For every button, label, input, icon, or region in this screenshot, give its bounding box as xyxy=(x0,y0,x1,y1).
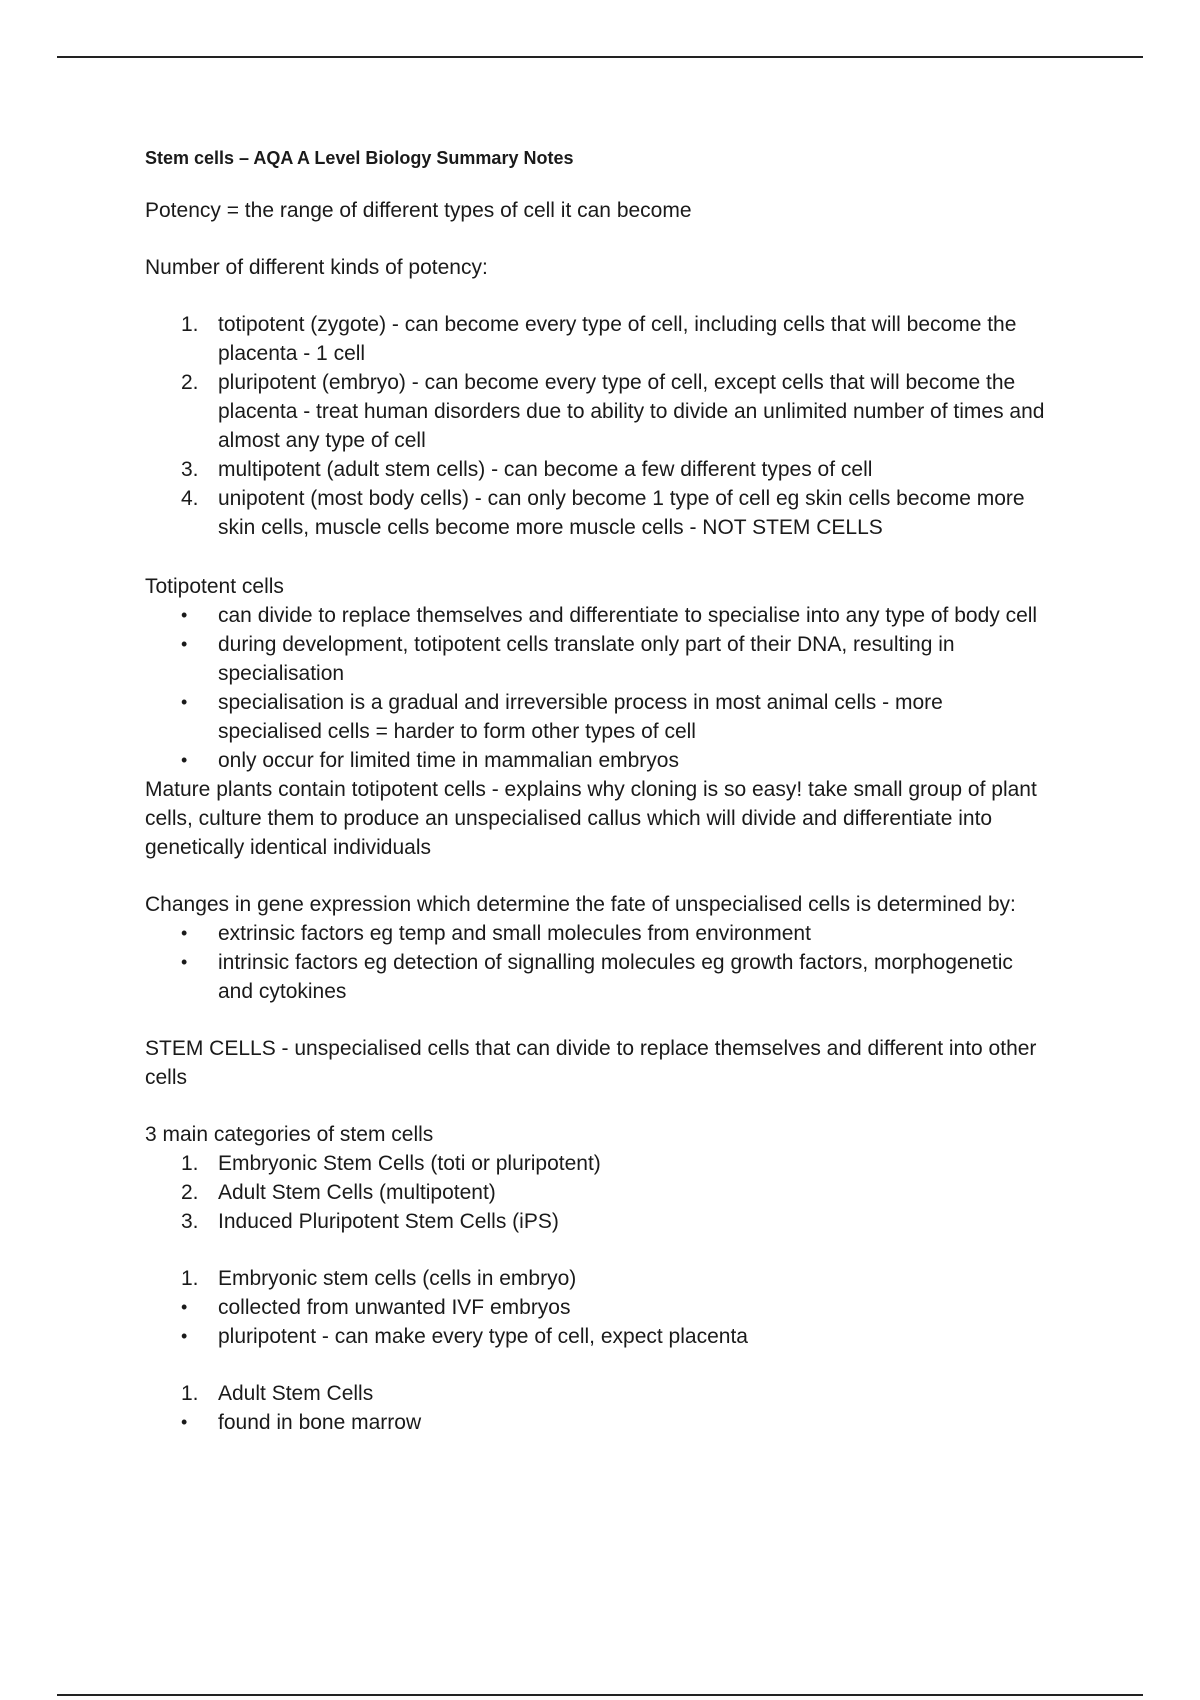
list-marker: 1. xyxy=(181,1267,199,1290)
list-item xyxy=(145,746,1050,775)
list-item xyxy=(145,919,1050,948)
list-item-text: pluripotent - can make every type of cell, expect placenta xyxy=(218,1325,748,1348)
list-item-text: can divide to replace themselves and differentiate to specialise into any type of body cell xyxy=(218,604,1038,627)
bullet-icon: • xyxy=(181,1326,188,1346)
list-item xyxy=(145,1149,1050,1178)
list-item-text: Induced Pluripotent Stem Cells (iPS) xyxy=(218,1210,559,1233)
gene-expression-bullets xyxy=(145,919,1050,1006)
bullet-icon: • xyxy=(181,923,188,943)
list-item xyxy=(145,601,1050,630)
list-item-text: totipotent (zygote) - can become every type of cell, including cells that will become the placenta - 1 cell xyxy=(218,313,1017,365)
list-item-text: unipotent (most body cells) - can only become 1 type of cell eg skin cells become more skin cells, muscle cells become more muscle cells - NOT STEM CELLS xyxy=(218,487,1025,539)
list-marker: 3. xyxy=(181,458,199,481)
list-item-text: intrinsic factors eg detection of signalling molecules eg growth factors, morphogenetic and cytokines xyxy=(218,951,1013,1003)
gene-expression-heading: Changes in gene expression which determine the fate of unspecialised cells is determined by: xyxy=(145,893,1016,916)
list-item xyxy=(145,1178,1050,1207)
list-item xyxy=(145,948,1050,1006)
list-item xyxy=(145,484,1050,542)
list-marker: 2. xyxy=(181,1181,199,1204)
list-marker: 1. xyxy=(181,313,199,336)
bullet-icon: • xyxy=(181,692,188,712)
adult-section xyxy=(145,1379,1050,1437)
list-marker: 1. xyxy=(181,1382,199,1405)
kinds-heading: Number of different kinds of potency: xyxy=(145,256,488,279)
list-item xyxy=(145,368,1050,455)
footer-rule xyxy=(57,1694,1143,1696)
list-marker: 3. xyxy=(181,1210,199,1233)
mature-plants-paragraph: Mature plants contain totipotent cells - explains why cloning is so easy! take small group of plant cells, culture them to produce an unspecialised callus which will divide and differentiate into genetically identical individuals xyxy=(145,778,1037,859)
bullet-icon: • xyxy=(181,750,188,770)
list-item-text: specialisation is a gradual and irreversible process in most animal cells - more specialised cells = harder to form other types of cell xyxy=(218,691,943,743)
list-item-text: Adult Stem Cells xyxy=(218,1382,374,1405)
list-item xyxy=(145,1408,1050,1437)
stem-cells-definition: STEM CELLS - unspecialised cells that can divide to replace themselves and different into other cells xyxy=(145,1037,1037,1089)
list-item xyxy=(145,1293,1050,1322)
list-item-text: Embryonic stem cells (cells in embryo) xyxy=(218,1267,577,1290)
list-item-text: during development, totipotent cells translate only part of their DNA, resulting in specialisation xyxy=(218,633,955,685)
list-item-text: extrinsic factors eg temp and small molecules from environment xyxy=(218,922,811,945)
list-item xyxy=(145,1322,1050,1351)
list-item xyxy=(145,630,1050,688)
document-body xyxy=(145,146,1050,1437)
potency-list xyxy=(145,310,1050,542)
potency-definition: Potency = the range of different types of cell it can become xyxy=(145,199,692,222)
bullet-icon: • xyxy=(181,1412,188,1432)
bullet-icon: • xyxy=(181,1297,188,1317)
list-item-text: Embryonic Stem Cells (toti or pluripotent) xyxy=(218,1152,601,1175)
categories-heading: 3 main categories of stem cells xyxy=(145,1123,434,1146)
categories-list xyxy=(145,1149,1050,1236)
list-marker: 4. xyxy=(181,487,199,510)
page-title: Stem cells – AQA A Level Biology Summary Notes xyxy=(145,148,574,168)
embryonic-section xyxy=(145,1264,1050,1351)
totipotent-bullets xyxy=(145,601,1050,775)
list-item xyxy=(145,1264,1050,1293)
list-item xyxy=(145,688,1050,746)
list-item xyxy=(145,310,1050,368)
list-item-text: Adult Stem Cells (multipotent) xyxy=(218,1181,496,1204)
list-marker: 2. xyxy=(181,371,199,394)
list-item-text: pluripotent (embryo) - can become every type of cell, except cells that will become the placenta - treat human disorders due to ability to divide an unlimited number of times and almost any type of cell xyxy=(218,371,1045,452)
totipotent-heading: Totipotent cells xyxy=(145,575,284,598)
list-item xyxy=(145,1207,1050,1236)
bullet-icon: • xyxy=(181,952,188,972)
header-rule xyxy=(57,56,1143,58)
list-item-text: multipotent (adult stem cells) - can become a few different types of cell xyxy=(218,458,873,481)
list-item-text: found in bone marrow xyxy=(218,1411,422,1434)
bullet-icon: • xyxy=(181,634,188,654)
list-marker: 1. xyxy=(181,1152,199,1175)
list-item-text: only occur for limited time in mammalian embryos xyxy=(218,749,679,772)
bullet-icon: • xyxy=(181,605,188,625)
list-item xyxy=(145,1379,1050,1408)
list-item xyxy=(145,455,1050,484)
list-item-text: collected from unwanted IVF embryos xyxy=(218,1296,571,1319)
